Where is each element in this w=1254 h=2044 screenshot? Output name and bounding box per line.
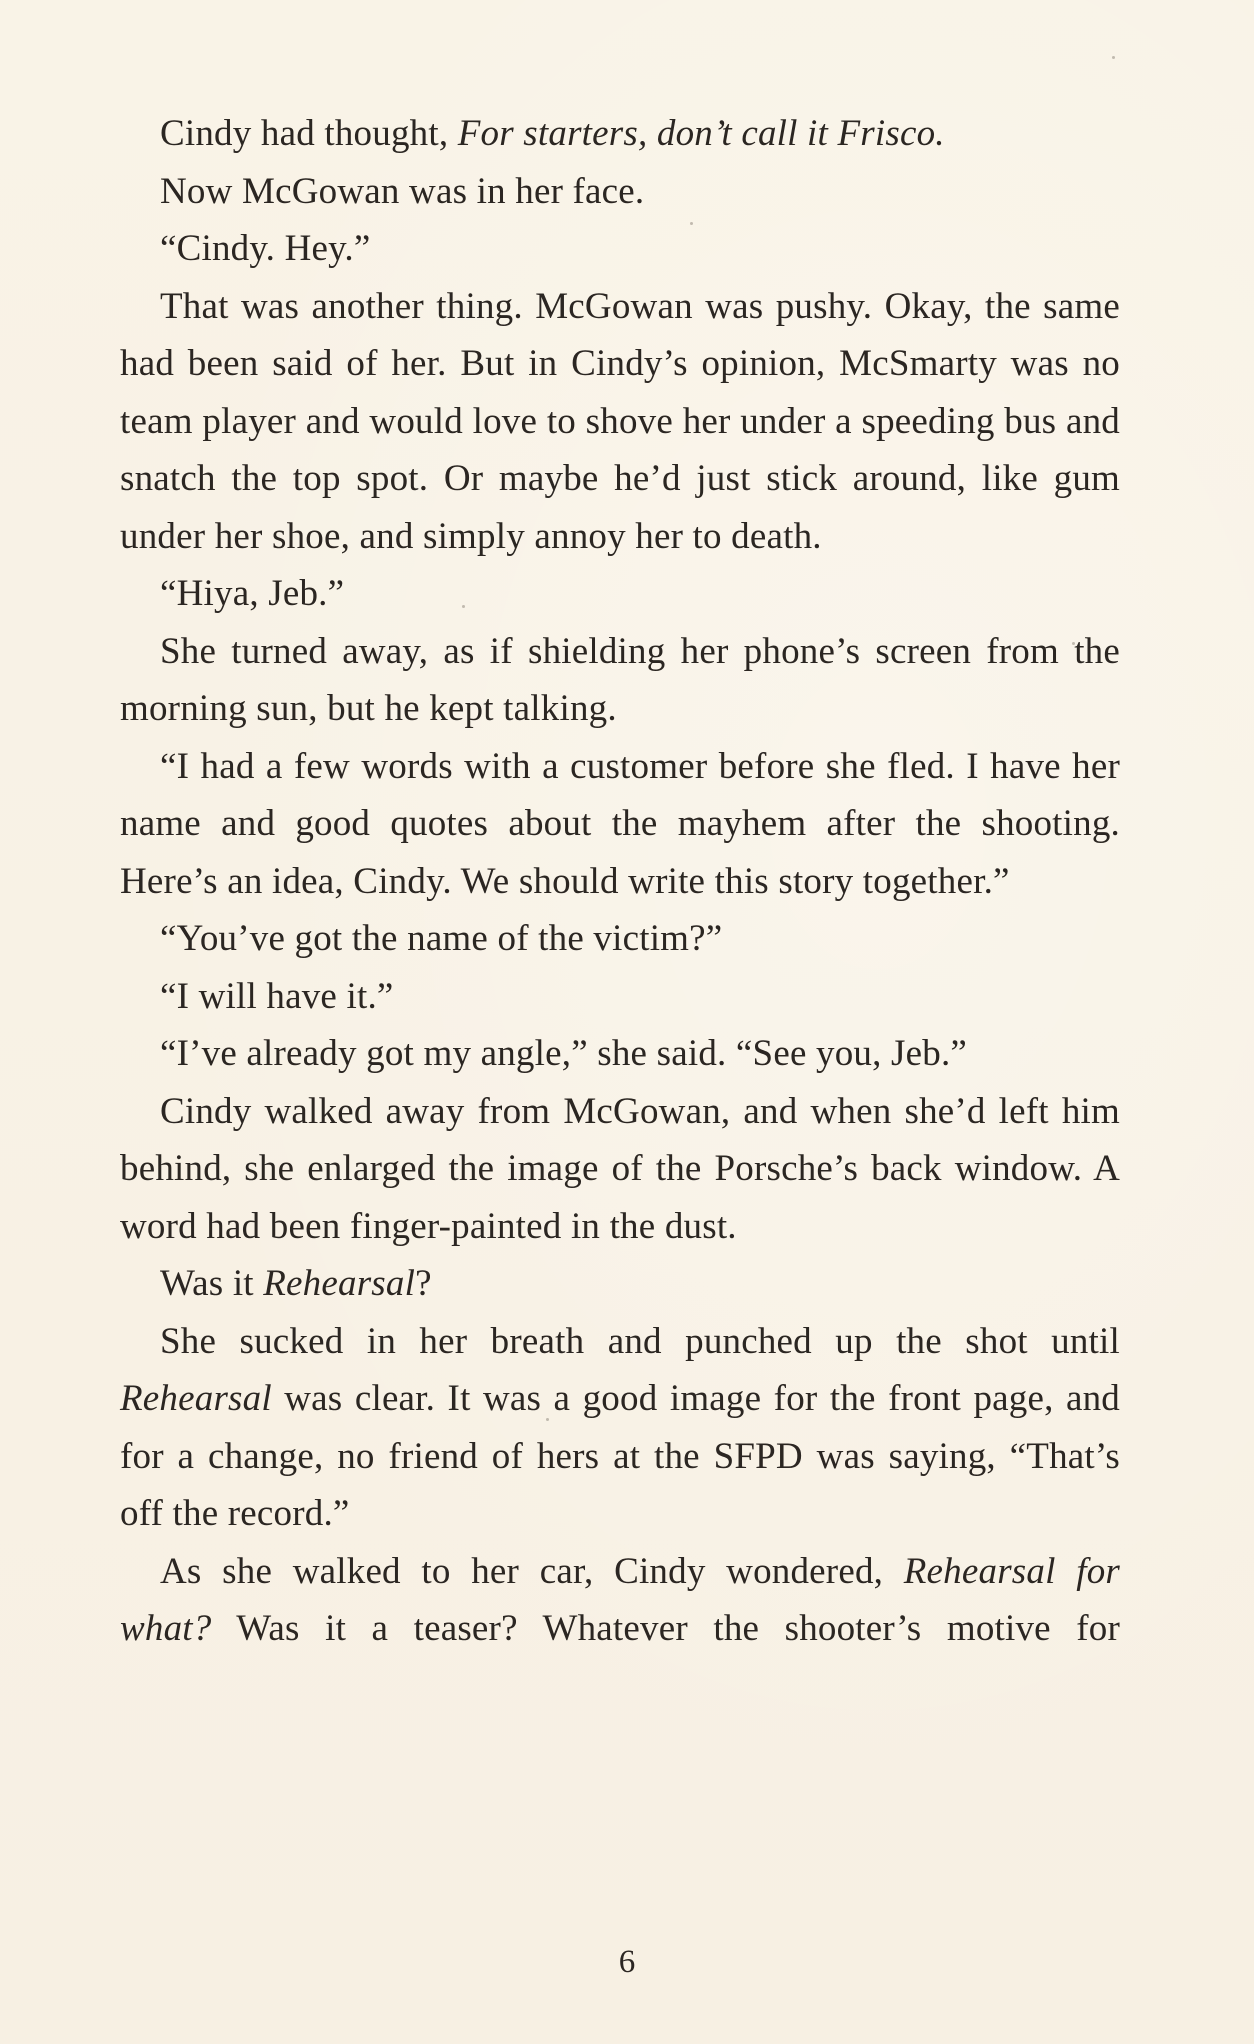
text-run: Was it a teaser? Whatever the shooter’s motive for	[211, 1608, 1120, 1649]
paper-speck	[1112, 56, 1115, 59]
paper-speck	[1072, 642, 1075, 645]
text-run: She turned away, as if shielding her phone’s screen from the morning sun, but he kept talking.	[120, 630, 1120, 729]
text-run: ?	[415, 1263, 432, 1304]
paragraph	[120, 623, 1120, 738]
paragraph	[120, 163, 1120, 221]
italic-text: For starters, don’t call it Frisco.	[457, 113, 945, 154]
paragraph	[120, 105, 1120, 163]
text-run: Cindy had thought,	[160, 113, 458, 154]
paragraph	[120, 910, 1120, 968]
italic-text: Rehearsal for what?	[120, 1550, 1120, 1649]
text-run: That was another thing. McGowan was pushy. Okay, the same had been said of her. But in Cindy’s opinion, McSmarty was no team player and would love to shove her under a speeding bus and snatch the top spot. Or maybe he’d just stick around, like gum under her shoe, and simply annoy her to death.	[120, 285, 1120, 557]
body-text	[120, 105, 1120, 1658]
paragraph	[120, 1543, 1120, 1658]
text-run: Cindy walked away from McGowan, and when she’d left him behind, she enlarged the image of the Porsche’s back window. A word had been finger-painted in the dust.	[120, 1090, 1120, 1247]
paragraph	[120, 1255, 1120, 1313]
paragraph	[120, 565, 1120, 623]
text-run: She sucked in her breath and punched up the shot until	[160, 1320, 1120, 1362]
italic-text: Rehearsal	[120, 1378, 272, 1419]
text-run: “I had a few words with a customer before she fled. I have her name and good quotes about the mayhem after the shooting. Here’s an idea, Cindy. We should write this story together.”	[120, 745, 1120, 902]
text-run: Was it	[160, 1263, 264, 1304]
paper-speck	[546, 1418, 549, 1421]
text-run: “Hiya, Jeb.”	[160, 573, 345, 614]
paper-speck	[690, 222, 693, 225]
text-run: “You’ve got the name of the victim?”	[160, 918, 723, 959]
paragraph	[120, 968, 1120, 1026]
paragraph	[120, 278, 1120, 566]
text-run: “Cindy. Hey.”	[160, 228, 371, 269]
paragraph	[120, 1313, 1120, 1543]
paragraph	[120, 1083, 1120, 1256]
paragraph	[120, 1025, 1120, 1083]
text-run: Now McGowan was in her face.	[160, 170, 645, 212]
text-run: “I’ve already got my angle,” she said. “See you, Jeb.”	[160, 1033, 968, 1074]
paper-speck	[462, 605, 465, 608]
page-number: 6	[618, 1944, 636, 1980]
paragraph	[120, 220, 1120, 278]
text-run: was clear. It was a good image for the front page, and for a change, no friend of hers at the SFPD was saying, “That’s off the record.”	[120, 1378, 1120, 1534]
text-run: “I will have it.”	[160, 975, 394, 1017]
paragraph	[120, 738, 1120, 911]
italic-text: Rehearsal	[263, 1263, 416, 1304]
text-run: As she walked to her car, Cindy wondered,	[160, 1550, 904, 1592]
